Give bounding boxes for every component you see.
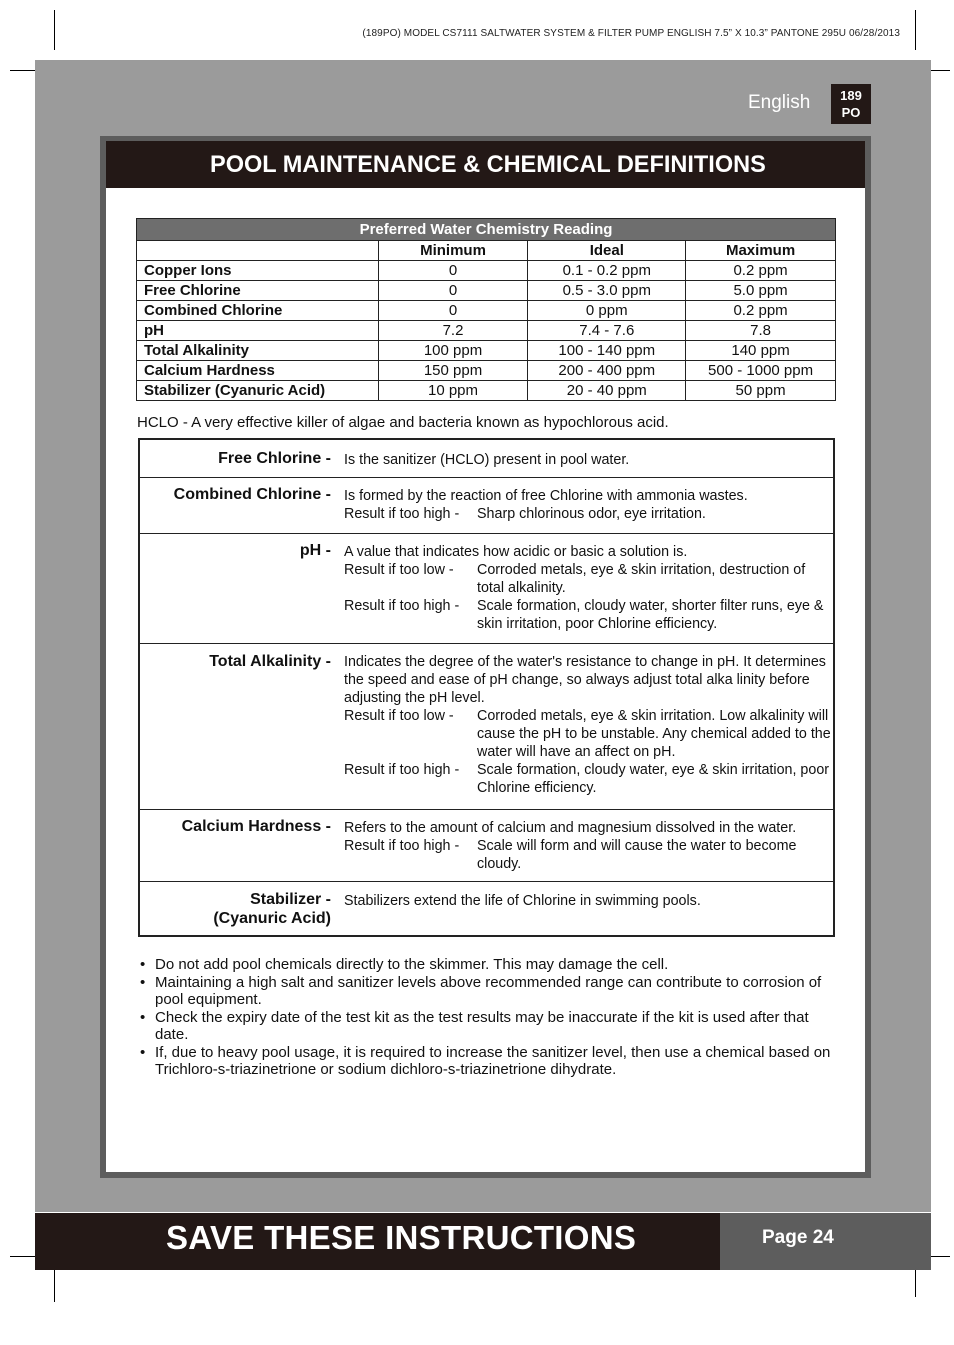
row-label: Total Alkalinity: [137, 341, 379, 361]
content-panel: [106, 141, 865, 1172]
row-label: pH: [137, 321, 379, 341]
badge-line2: PO: [841, 105, 861, 120]
list-item: • If, due to heavy pool usage, it is required to increase the sanitizer level, then use a chemical based on Trichloro-s-triazinetrione or sodium dichloro-s-triazinetrione dihydrate.: [138, 1044, 838, 1079]
header-maximum: Maximum: [686, 241, 836, 261]
definition-term: Calcium Hardness -: [181, 818, 331, 835]
result-high-label: Result if too high -: [344, 762, 460, 778]
section-header: [106, 141, 865, 188]
table-row: [137, 341, 836, 361]
table-row: [137, 281, 836, 301]
crop-mark: [915, 1270, 916, 1297]
definition-stabilizer: [140, 881, 833, 935]
definition-body: [344, 487, 832, 523]
cell-max: 7.8: [686, 321, 836, 341]
header-minimum: Minimum: [378, 241, 528, 261]
cell-max: 50 ppm: [686, 381, 836, 401]
crop-mark: [930, 1256, 950, 1257]
cell-ideal: 0 ppm: [528, 301, 686, 321]
notes-list: [138, 956, 838, 1079]
result-high: [344, 597, 832, 633]
cell-ideal: 0.5 - 3.0 ppm: [528, 281, 686, 301]
table-header-row: [137, 241, 836, 261]
table-title: Preferred Water Chemistry Reading: [137, 219, 836, 241]
table-row: [137, 301, 836, 321]
language-label: English: [748, 92, 811, 113]
model-badge: [831, 84, 871, 124]
result-high-text: Scale will form and will cause the water to become cloudy.: [477, 838, 797, 872]
definition-term-line1: Stabilizer -: [250, 891, 331, 908]
cell-ideal: 100 - 140 ppm: [528, 341, 686, 361]
row-label: Calcium Hardness: [137, 361, 379, 381]
footer-banner: [35, 1213, 720, 1270]
cell-max: 5.0 ppm: [686, 281, 836, 301]
definitions-table: [138, 438, 835, 937]
definition-calcium-hardness: [140, 809, 833, 881]
definition-description: Is the sanitizer (HCLO) present in pool water.: [344, 452, 630, 468]
definition-description: A value that indicates how acidic or basic a solution is.: [344, 544, 688, 560]
result-high-label: Result if too high -: [344, 506, 460, 522]
table-row: [137, 321, 836, 341]
row-label: Free Chlorine: [137, 281, 379, 301]
definition-body: [344, 451, 832, 469]
cell-min: 100 ppm: [378, 341, 528, 361]
crop-mark: [10, 1256, 38, 1257]
definition-description: Is formed by the reaction of free Chlorine with ammonia wastes.: [344, 488, 748, 504]
definition-body: [344, 892, 832, 910]
badge-line1: 189: [840, 88, 862, 103]
cell-ideal: 20 - 40 ppm: [528, 381, 686, 401]
hclo-note: HCLO - A very effective killer of algae and bacteria known as hypochlorous acid.: [137, 414, 669, 431]
table-row: [137, 261, 836, 281]
definition-term-line2: (Cyanuric Acid): [213, 910, 331, 927]
list-item: • Check the expiry date of the test kit as the test results may be inaccurate if the kit is used after that date.: [138, 1009, 838, 1044]
definition-body: [344, 819, 832, 873]
result-high: [344, 837, 832, 873]
definition-description: Stabilizers extend the life of Chlorine in swimming pools.: [344, 893, 701, 909]
section-title: POOL MAINTENANCE & CHEMICAL DEFINITIONS: [210, 151, 766, 178]
result-low-label: Result if too low -: [344, 562, 454, 578]
definition-total-alkalinity: [140, 643, 833, 809]
row-label: Combined Chlorine: [137, 301, 379, 321]
crop-mark: [54, 1270, 55, 1302]
result-low-label: Result if too low -: [344, 708, 454, 724]
definition-term: pH -: [299, 542, 331, 559]
result-low-text: Corroded metals, eye & skin irritation, destruction of total alkalinity.: [477, 562, 806, 596]
definition-ph: [140, 533, 833, 643]
result-high-text: Scale formation, cloudy water, shorter filter runs, eye & skin irritation, poor Chlorine efficiency.: [477, 598, 824, 632]
definition-description: Refers to the amount of calcium and magnesium dissolved in the water.: [344, 820, 797, 836]
definition-body: [344, 543, 832, 633]
result-high-text: Scale formation, cloudy water, eye & skin irritation, poor Chlorine efficiency.: [477, 762, 830, 796]
result-high-label: Result if too high -: [344, 598, 460, 614]
cell-ideal: 200 - 400 ppm: [528, 361, 686, 381]
definition-description: Indicates the degree of the water's resistance to change in pH. It determines the speed and ease of pH change, so always adjust total alka linity before adjusting the pH level.: [344, 654, 826, 706]
cell-max: 0.2 ppm: [686, 301, 836, 321]
cell-max: 500 - 1000 ppm: [686, 361, 836, 381]
definition-term: [140, 890, 331, 928]
result-low-text: Corroded metals, eye & skin irritation. Low alkalinity will cause the pH to be unstable. Any chemical added to the water will have an affect on pH.: [477, 708, 831, 760]
cell-ideal: 0.1 - 0.2 ppm: [528, 261, 686, 281]
cell-min: 0: [378, 301, 528, 321]
cell-ideal: 7.4 - 7.6: [528, 321, 686, 341]
list-item: • Maintaining a high salt and sanitizer levels above recommended range can contribute to corrosion of pool equipment.: [138, 974, 838, 1009]
cell-min: 10 ppm: [378, 381, 528, 401]
list-item: • Do not add pool chemicals directly to the skimmer. This may damage the cell.: [138, 956, 838, 974]
definition-combined-chlorine: [140, 477, 833, 533]
cell-max: 140 ppm: [686, 341, 836, 361]
cell-min: 7.2: [378, 321, 528, 341]
header-empty: [137, 241, 379, 261]
crop-mark: [10, 70, 38, 71]
crop-mark: [915, 10, 916, 50]
footer-title: SAVE THESE INSTRUCTIONS: [166, 1219, 637, 1256]
definition-term: Combined Chlorine -: [173, 486, 331, 503]
water-chemistry-table: [136, 218, 836, 401]
print-info: (189PO) MODEL CS7111 SALTWATER SYSTEM & FILTER PUMP ENGLISH 7.5” X 10.3” PANTONE 295U 06/28/2013: [362, 28, 900, 39]
header-ideal: Ideal: [528, 241, 686, 261]
result-low: [344, 707, 832, 761]
page-number: Page 24: [762, 1227, 834, 1248]
result-high-label: Result if too high -: [344, 838, 460, 854]
cell-min: 0: [378, 261, 528, 281]
footer-page-box: [720, 1213, 931, 1270]
cell-max: 0.2 ppm: [686, 261, 836, 281]
result-high: [344, 761, 832, 797]
definition-term: Total Alkalinity -: [209, 653, 331, 670]
table-title-row: [137, 219, 836, 241]
table-row: [137, 361, 836, 381]
definition-body: [344, 653, 832, 797]
crop-mark: [54, 10, 55, 50]
result-low: [344, 561, 832, 597]
table-row: [137, 381, 836, 401]
cell-min: 150 ppm: [378, 361, 528, 381]
cell-min: 0: [378, 281, 528, 301]
crop-mark: [930, 70, 950, 71]
result-high-text: Sharp chlorinous odor, eye irritation.: [477, 506, 706, 522]
definition-free-chlorine: [140, 440, 833, 477]
result-high: [344, 505, 832, 523]
definition-term: Free Chlorine -: [218, 450, 331, 467]
row-label: Stabilizer (Cyanuric Acid): [137, 381, 379, 401]
row-label: Copper Ions: [137, 261, 379, 281]
